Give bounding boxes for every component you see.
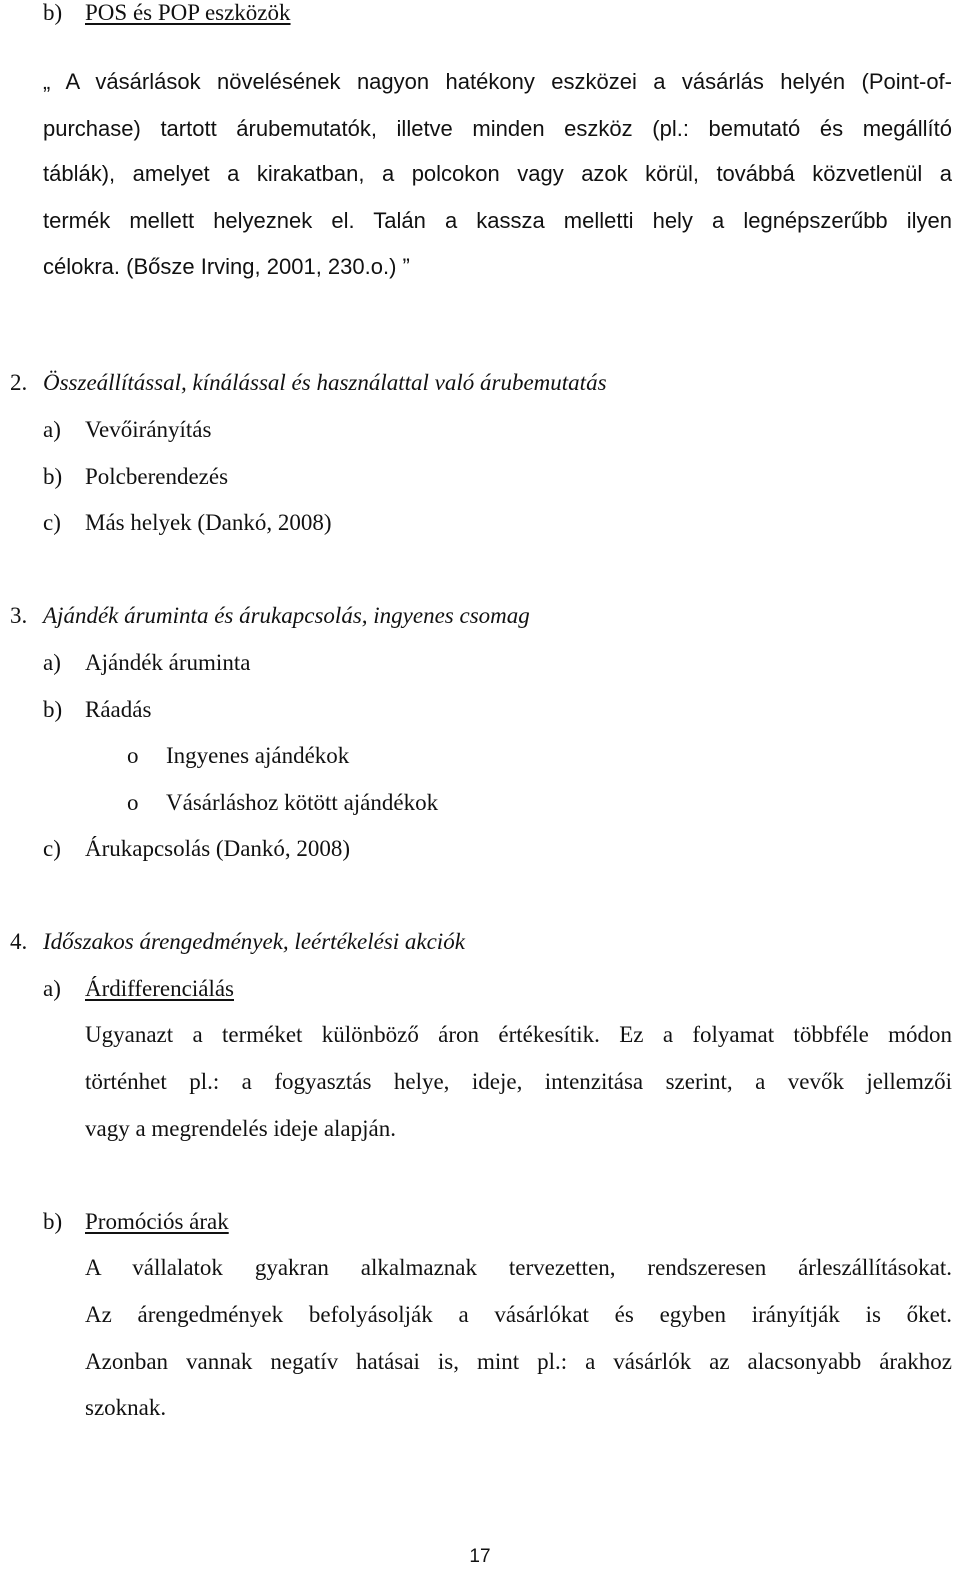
section-title: Időszakos árengedmények, leértékelési akciók (43, 929, 465, 954)
paragraph-line: Az árengedmények befolyásolják a vásárlókat és egyben irányítják is őket. (85, 1302, 952, 1327)
paragraph-line: szoknak. (85, 1395, 167, 1420)
list-label: b) (43, 464, 63, 489)
section-number: 4. (10, 929, 28, 954)
subsection-title: Árdifferenciálás (85, 976, 234, 1001)
section-b-title: POS és POP eszközök (85, 0, 291, 25)
list-label: c) (43, 510, 61, 535)
quote-line: „ A vásárlások növelésének nagyon hatékony eszközei a vásárlás helyén (Point-of- (43, 69, 952, 94)
list-label: a) (43, 650, 61, 675)
quote-line: purchase) tartott árubemutatók, illetve minden eszköz (pl.: bemutató és megállító (43, 116, 952, 141)
paragraph-line: vagy a megrendelés ideje alapján. (85, 1116, 396, 1141)
paragraph-line: Ugyanazt a terméket különböző áron értékesítik. Ez a folyamat többféle módon (85, 1022, 952, 1047)
list-label: a) (43, 417, 61, 442)
list-label: b) (43, 1209, 63, 1234)
bullet-item: Vásárláshoz kötött ajándékok (166, 790, 439, 815)
subsection-title: Promóciós árak (85, 1209, 229, 1234)
page-number: 17 (469, 1546, 491, 1567)
section-title: Összeállítással, kínálással és használattal való árubemutatás (43, 370, 607, 395)
list-label: b) (43, 0, 63, 25)
quote-line: termék mellett helyeznek el. Talán a kassza melletti hely a legnépszerűbb ilyen (43, 208, 952, 233)
list-label: b) (43, 697, 63, 722)
bullet-marker: o (127, 743, 139, 768)
list-item: Árukapcsolás (Dankó, 2008) (85, 836, 351, 861)
quote-line: célokra. (Bősze Irving, 2001, 230.o.) ” (43, 254, 410, 279)
list-label: a) (43, 976, 61, 1001)
list-item: Vevőirányítás (85, 417, 212, 442)
paragraph-line: történhet pl.: a fogyasztás helye, ideje, intenzitása szerint, a vevők jellemzői (85, 1069, 952, 1094)
section-title: Ajándék áruminta és árukapcsolás, ingyenes csomag (43, 603, 530, 628)
bullet-item: Ingyenes ajándékok (166, 743, 350, 768)
list-item: Ráadás (85, 697, 152, 722)
paragraph-line: Azonban vannak negatív hatásai is, mint pl.: a vásárlók az alacsonyabb árakhoz (85, 1349, 952, 1374)
list-label: c) (43, 836, 61, 861)
quote-line: táblák), amelyet a kirakatban, a polcokon vagy azok körül, továbbá közvetlenül a (43, 161, 952, 186)
paragraph-line: A vállalatok gyakran alkalmaznak tervezetten, rendszeresen árleszállításokat. (85, 1255, 952, 1280)
bullet-marker: o (127, 790, 139, 815)
list-item: Ajándék áruminta (85, 650, 251, 675)
list-item: Polcberendezés (85, 464, 229, 489)
section-number: 3. (10, 603, 28, 628)
section-number: 2. (10, 370, 28, 395)
list-item: Más helyek (Dankó, 2008) (85, 510, 332, 535)
